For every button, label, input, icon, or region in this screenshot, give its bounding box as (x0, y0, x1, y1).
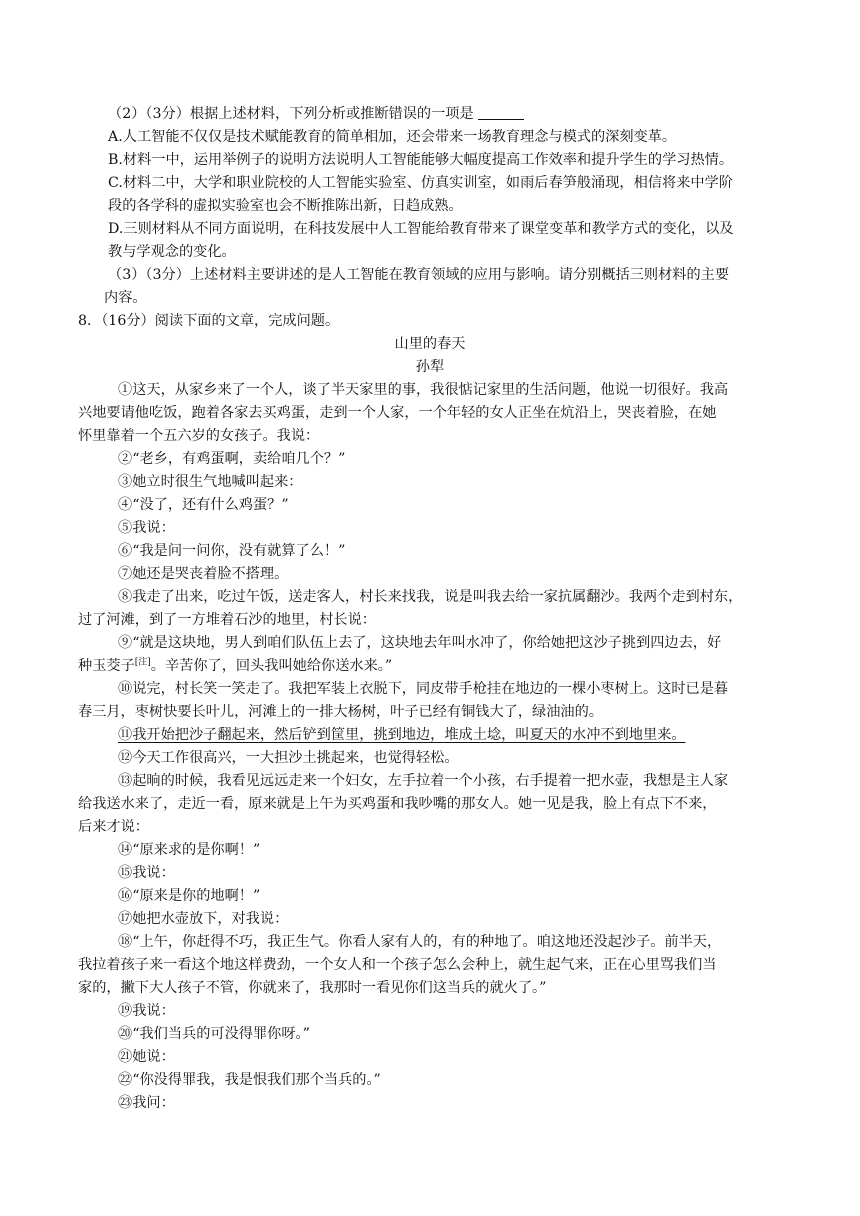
article-author: 孙犁 (415, 359, 445, 375)
q8-heading: 8．（16分）阅读下面的文章，完成问题。 (78, 313, 340, 329)
paragraph-7: ⑦她还是哭丧着脸不搭理。 (118, 566, 289, 582)
paragraph-6: ⑥“我是问一问你，没有就算了么！” (118, 543, 346, 559)
paragraph-18-line1: ⑱“上午，你赶得不巧，我正生气。你看人家有人的，有的种地了。咱这地还没起沙子。前半天， (118, 934, 722, 950)
paragraph-3: ③她立时很生气地喊叫起来： (118, 474, 303, 490)
paragraph-2: ②“老乡，有鸡蛋啊，卖给咱几个？” (118, 451, 346, 467)
paragraph-1-line3: 怀里靠着一个五六岁的女孩子。我说： (78, 428, 320, 444)
q7-sub3-line2: 内容。 (104, 290, 147, 306)
paragraph-12: ⑫今天工作很高兴，一大担沙土挑起来，也觉得轻松。 (118, 750, 459, 766)
paragraph-19: ⑲我说： (118, 1003, 175, 1019)
paragraph-1-line2: 兴地要请他吃饭，跑着各家去买鸡蛋，走到一个人家，一个年轻的女人正坐在炕沿上，哭丧着脸，在她 (78, 405, 717, 421)
paragraph-8-line1: ⑧我走了出来，吃过午饭，送走客人，村长来找我，说是叫我去给一家抗属翻沙。我两个走到村东， (118, 589, 743, 605)
paragraph-22: ㉒“你没得罪我，我是恨我们那个当兵的。” (118, 1072, 381, 1088)
underlined-sentence: ⑪我开始把沙子翻起来，然后铲到筐里，挑到地边，堆成土埝，叫夏天的水冲不到地里来。 (118, 727, 686, 743)
paragraph-10-line2: 春三月，枣树快要长叶儿，河滩上的一排大杨树，叶子已经有铜钱大了，绿油油的。 (78, 704, 603, 720)
q7-sub2-prompt: （2）（3分）根据上述材料，下列分析或推断错误的一项是 (78, 103, 782, 126)
paragraph-15: ⑮我说： (118, 865, 175, 881)
q7-sub3-line1: （3）（3分）上述材料主要讲述的是人工智能在教育领域的应用与影响。请分别概括三则材料的主要 (108, 267, 730, 283)
paragraph-18-line2: 我拉着孩子来一看这个地这样费劲，一个女人和一个孩子怎么会种上，就生起气来，正在心里骂我们当 (78, 957, 717, 973)
paragraph-16: ⑯“原来是你的地啊！” (118, 888, 261, 904)
paragraph-1-line1: ①这天，从家乡来了一个人，谈了半天家里的事，我很惦记家里的生活问题，他说一切很好。我高 (118, 382, 729, 398)
paragraph-8-line2: 过了河滩，到了一方堆着石沙的地里，村长说： (78, 612, 376, 628)
q7-option-d-line1: D.三则材料从不同方面说明，在科技发展中人工智能给教育带来了课堂变革和教学方式的变化，以及 (108, 221, 734, 237)
paragraph-5: ⑤我说： (118, 520, 175, 536)
page-content (78, 103, 782, 1115)
paragraph-11 (78, 724, 782, 747)
paragraph-4: ④“没了，还有什么鸡蛋？” (118, 497, 289, 513)
paragraph-14: ⑭“原来求的是你啊！” (118, 842, 261, 858)
paragraph-13-line1: ⑬起晌的时候，我看见远远走来一个妇女，左手拉着一个小孩，右手提着一把水壶，我想是主人家 (118, 773, 729, 789)
paragraph-20: ⑳“我们当兵的可没得罪你呀。” (118, 1026, 310, 1042)
paragraph-9-line2: 种玉茭子[注]。辛苦你了，回头我叫她给你送水来。” (78, 657, 393, 674)
paragraph-18-line3: 家的，撇下大人孩子不管，你就来了，我那时一看见你们这当兵的就火了。” (78, 980, 547, 996)
q7-option-c-line2: 段的各学科的虚拟实验室也会不断推陈出新，日趋成熟。 (108, 198, 463, 214)
q7-option-b: B.材料一中，运用举例子的说明方法说明人工智能能够大幅度提高工作效率和提升学生的学习热情。 (108, 152, 734, 168)
footnote-marker[interactable]: [注] (134, 657, 151, 668)
paragraph-13-line3: 后来才说： (78, 819, 149, 835)
article-title: 山里的春天 (394, 336, 466, 352)
q7-option-a: A.人工智能不仅仅是技术赋能教育的简单相加，还会带来一场教育理念与模式的深刻变革。 (108, 129, 677, 145)
paragraph-9-line1: ⑨“就是这块地，男人到咱们队伍上去了，这块地去年叫水冲了，你给她把这沙子挑到四边去，好 (118, 635, 722, 651)
q7-option-c-line1: C.材料二中，大学和职业院校的人工智能实验室、仿真实训室，如雨后春笋般涌现，相信将来中学阶 (108, 175, 733, 191)
paragraph-21: ㉑她说： (118, 1049, 175, 1065)
paragraph-23: ㉓我问： (118, 1095, 175, 1111)
paragraph-10-line1: ⑩说完，村长笑一笑走了。我把军装上衣脱下，同皮带手枪挂在地边的一棵小枣树上。这时已是暮 (118, 681, 729, 697)
paragraph-13-line2: 给我送水来了，走近一看，原来就是上午为买鸡蛋和我吵嘴的那女人。她一见是我，脸上有点下不来， (78, 796, 717, 812)
paragraph-17: ⑰她把水壶放下，对我说： (118, 911, 289, 927)
q7-option-d-line2: 教与学观念的变化。 (108, 244, 236, 260)
answer-blank[interactable] (478, 105, 524, 120)
